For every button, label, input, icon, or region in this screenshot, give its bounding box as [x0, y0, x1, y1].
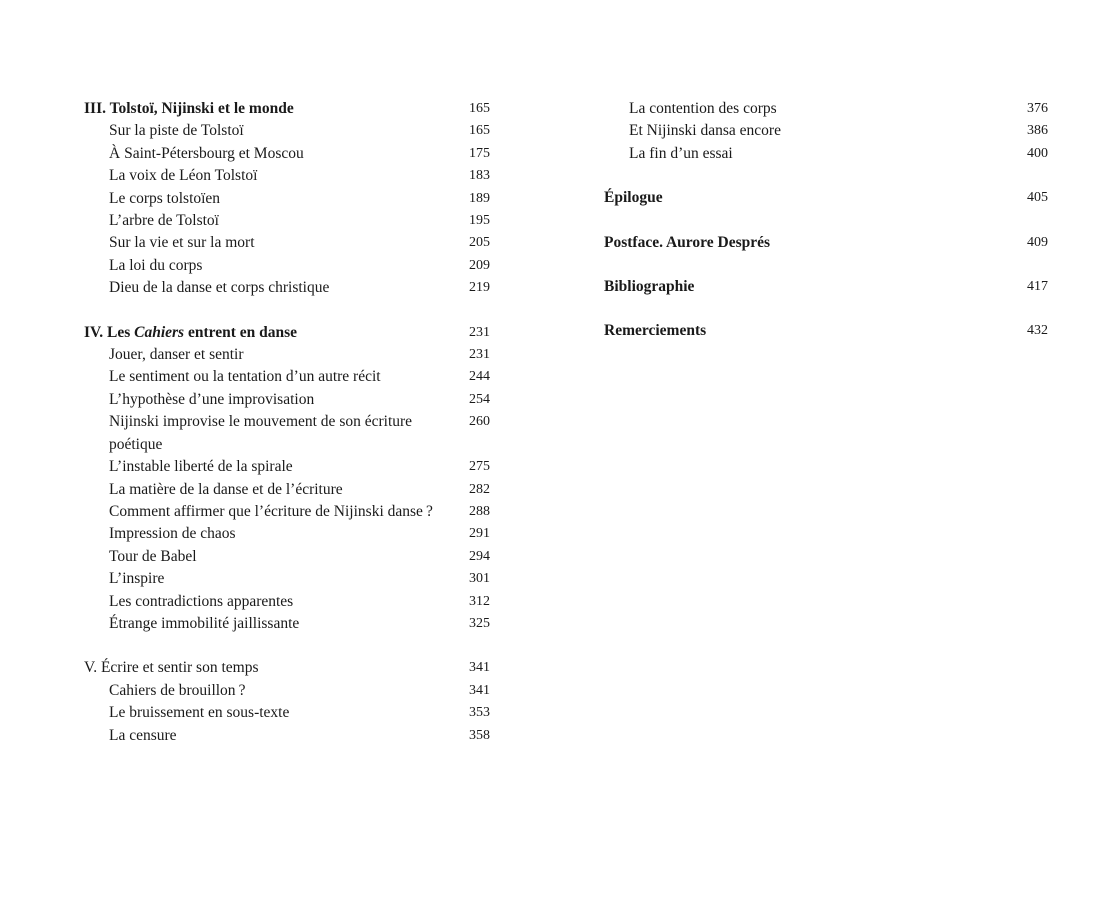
toc-right-column: [560, 98, 1118, 343]
toc-entry-page: 325: [469, 615, 490, 631]
toc-entry[interactable]: [84, 120, 490, 142]
toc-entry-page: 432: [1027, 323, 1048, 339]
toc-heading-label-before: IV. Les: [84, 323, 135, 341]
toc-backmatter-epilogue: [604, 187, 1048, 209]
toc-left-column: [0, 98, 560, 747]
toc-entry[interactable]: [604, 143, 1048, 165]
toc-entry-page: 254: [469, 391, 490, 407]
toc-entry-label: Dieu de la danse et corps christique: [109, 279, 330, 297]
toc-entry-label: Sur la vie et sur la mort: [109, 234, 255, 252]
toc-entry[interactable]: [84, 366, 490, 388]
toc-entry-label: L’arbre de Tolstoï: [109, 212, 219, 230]
toc-heading-label: V. Écrire et sentir son temps: [84, 659, 259, 677]
toc-entry-label: La matière de la danse et de l’écriture: [109, 480, 343, 498]
toc-entry-page: 189: [469, 190, 490, 206]
toc-entry-page: 175: [469, 145, 490, 161]
toc-entry-label: Le corps tolstoïen: [109, 189, 221, 207]
toc-entry[interactable]: [604, 98, 1048, 120]
toc-entry[interactable]: [84, 255, 490, 277]
toc-entry-label: L’hypothèse d’une improvisation: [109, 390, 315, 408]
toc-heading-label: III. Tolstoï, Nijinski et le monde: [84, 100, 294, 117]
toc-entry-label: Nijinski improvise le mouvement de son écriture poétique: [109, 413, 413, 453]
toc-entry-label: Étrange immobilité jaillissante: [109, 614, 300, 632]
toc-entry-label: Postface. Aurore Després: [604, 233, 771, 251]
toc-entry[interactable]: [604, 320, 1048, 342]
toc-entry-page: 275: [469, 459, 490, 475]
toc-entry-page: 282: [469, 481, 490, 497]
toc-entry-page: 417: [1027, 279, 1048, 295]
toc-entry[interactable]: [604, 120, 1048, 142]
toc-entry-page: 205: [469, 235, 490, 251]
toc-entry-label: Sur la piste de Tolstoï: [109, 122, 244, 140]
toc-entry[interactable]: [84, 568, 490, 590]
toc-entry-label: La voix de Léon Tolstoï: [109, 167, 258, 185]
toc-entry-page: 358: [469, 727, 490, 743]
toc-heading-part-iv[interactable]: [84, 322, 490, 344]
toc-entry[interactable]: [84, 523, 490, 545]
toc-entry-page: 312: [469, 593, 490, 609]
toc-entry-page: 165: [469, 123, 490, 139]
toc-entry[interactable]: [84, 143, 490, 165]
toc-entry[interactable]: [84, 411, 490, 456]
toc-columns: [0, 98, 1118, 747]
toc-entry[interactable]: [84, 232, 490, 254]
toc-entry-page: 219: [469, 280, 490, 296]
toc-entry-label: La contention des corps: [629, 100, 777, 117]
toc-entry-page: 183: [469, 168, 490, 184]
toc-entry[interactable]: [604, 187, 1048, 209]
toc-entry-page: 291: [469, 526, 490, 542]
toc-entry-label: Bibliographie: [604, 278, 695, 296]
toc-entry-page: 231: [469, 347, 490, 363]
toc-entry-label: Remerciements: [604, 322, 707, 340]
toc-heading-part-v[interactable]: [84, 657, 490, 679]
toc-heading-page: 165: [469, 101, 490, 116]
toc-entry-label: Épilogue: [604, 189, 663, 207]
toc-group-continued: [604, 98, 1048, 165]
toc-entry[interactable]: [604, 276, 1048, 298]
toc-entry-page: 400: [1027, 145, 1048, 161]
toc-entry-label: L’inspire: [109, 570, 165, 588]
toc-entry[interactable]: [84, 389, 490, 411]
toc-entry-page: 260: [469, 414, 490, 430]
toc-heading-label-italic: Cahiers: [134, 323, 185, 341]
toc-backmatter-remerciements: [604, 320, 1048, 342]
toc-heading-label: [84, 322, 460, 344]
toc-entry-label: Le bruissement en sous-texte: [109, 704, 290, 722]
toc-entry[interactable]: [84, 613, 490, 635]
toc-entry[interactable]: [84, 210, 490, 232]
toc-heading-page: 231: [469, 324, 490, 340]
toc-entry[interactable]: [84, 725, 490, 747]
toc-entry[interactable]: [84, 165, 490, 187]
toc-entry-label: Et Nijinski dansa encore: [629, 122, 781, 140]
toc-entry-label: Comment affirmer que l’écriture de Nijinski danse ?: [109, 502, 433, 520]
toc-group-part-iv: [84, 322, 490, 636]
toc-entry[interactable]: [84, 277, 490, 299]
toc-entry-page: 376: [1027, 101, 1048, 116]
toc-entry-label: La censure: [109, 726, 177, 744]
toc-entry-page: 405: [1027, 190, 1048, 206]
toc-backmatter-bibliographie: [604, 276, 1048, 298]
toc-entry-page: 386: [1027, 123, 1048, 139]
toc-entry-label: L’instable liberté de la spirale: [109, 458, 293, 476]
toc-entry-label: La loi du corps: [109, 256, 203, 274]
toc-entry[interactable]: [84, 479, 490, 501]
toc-heading-page: 341: [469, 660, 490, 676]
toc-entry-page: 195: [469, 213, 490, 229]
toc-entry-label: La fin d’un essai: [629, 144, 733, 162]
toc-entry-label: Cahiers de brouillon ?: [109, 681, 246, 699]
toc-entry-page: 353: [469, 705, 490, 721]
toc-group-part-v: [84, 657, 490, 747]
toc-entry[interactable]: [84, 680, 490, 702]
toc-entry-label: Impression de chaos: [109, 525, 236, 543]
toc-heading-label-after: entrent en danse: [184, 323, 298, 341]
toc-entry[interactable]: [84, 188, 490, 210]
toc-heading-part-iii[interactable]: [84, 98, 490, 120]
toc-entry-page: 288: [469, 503, 490, 519]
toc-entry[interactable]: [604, 232, 1048, 254]
toc-backmatter-postface: [604, 232, 1048, 254]
toc-entry-label: Le sentiment ou la tentation d’un autre récit: [109, 368, 381, 386]
toc-entry[interactable]: [84, 344, 490, 366]
toc-entry-page: 409: [1027, 234, 1048, 250]
toc-entry[interactable]: [84, 591, 490, 613]
toc-entry-page: 341: [469, 682, 490, 698]
toc-entry-page: 209: [469, 257, 490, 273]
toc-entry[interactable]: [84, 702, 490, 724]
toc-entry[interactable]: [84, 456, 490, 478]
toc-entry-page: 294: [469, 548, 490, 564]
toc-group-part-iii: [84, 98, 490, 300]
toc-entry-page: 301: [469, 571, 490, 587]
toc-entry-page: 244: [469, 369, 490, 385]
toc-entry[interactable]: [84, 501, 490, 523]
toc-entry-label: Tour de Babel: [109, 547, 197, 565]
toc-entry-label: Les contradictions apparentes: [109, 592, 294, 610]
toc-entry-label: Jouer, danser et sentir: [109, 346, 244, 364]
toc-entry-label: À Saint-Pétersbourg et Moscou: [109, 144, 304, 162]
toc-entry[interactable]: [84, 546, 490, 568]
